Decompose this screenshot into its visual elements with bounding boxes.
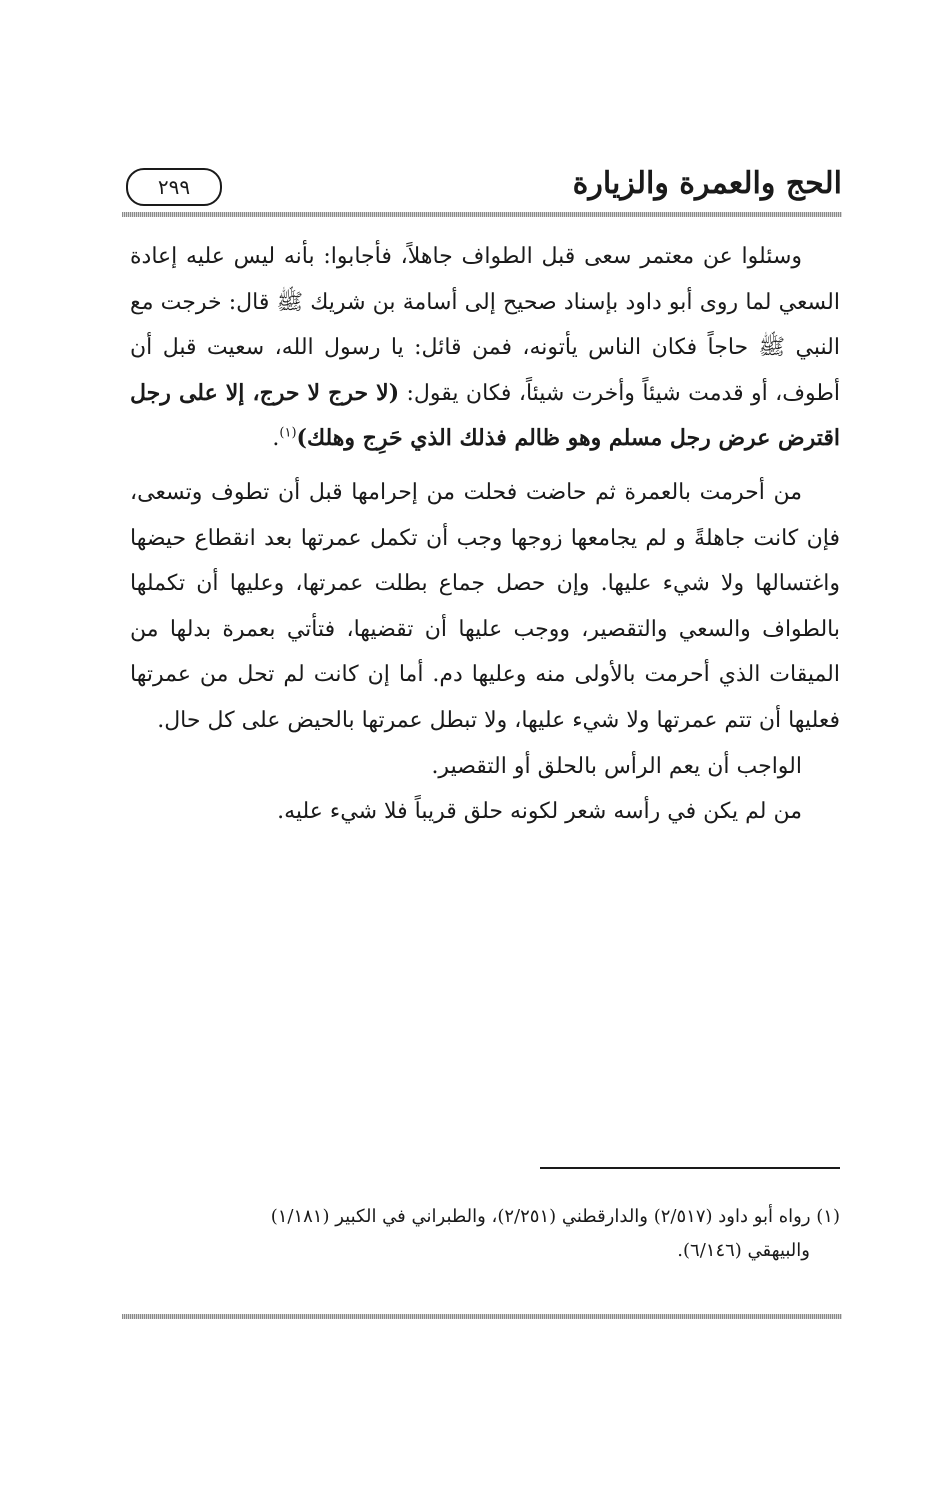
- paragraph-text: وسئلوا عن معتمر سعى قبل الطواف جاهلاً، فأجابوا: بأنه ليس عليه إعادة السعي لما روى أبو داود بإسناد صحيح إلى أسامة بن شريك ﷺ قال: خرجت مع النبي ﷺ حاجاً فكان الناس يأتونه، فمن قائل: يا رسول الله، سعيت قبل أن أطوف، أو قدمت شيئاً وأخرت شيئاً، فكان يقول:: [130, 244, 840, 406]
- footnote-1-line-2: والبيهقي (٦/١٤٦).: [677, 1240, 810, 1261]
- main-text: [130, 234, 840, 835]
- footnote-reference: (١): [279, 426, 297, 442]
- page-number: ٢٩٩: [126, 168, 222, 206]
- paragraph-no-hair: من لم يكن في رأسه شعر لكونه حلق قريباً فلا شيء عليه.: [277, 799, 802, 825]
- paragraph-end: .: [272, 426, 280, 452]
- page-header: [122, 162, 842, 210]
- header-divider: [122, 212, 842, 217]
- footer-divider: [122, 1314, 842, 1319]
- paragraph-hadith: [130, 234, 840, 462]
- footnotes: [130, 1200, 840, 1268]
- paragraph-menstruation: من أحرمت بالعمرة ثم حاضت فحلت من إحرامها قبل أن تطوف وتسعى، فإن كانت جاهلةً و لم يجامعها زوجها وجب أن تكمل عمرتها بعد انقطاع حيضها واغتسالها ولا شيء عليها. وإن حصل جماع بطلت عمرتها، وعليها أن تكملها بالطواف والسعي والتقصير، ووجب عليها أن تقضيها، فتأتي بعمرة بدلها من الميقات الذي أحرمت بالأولى منه وعليها دم. أما إن كانت لم تحل من عمرتها فعليها أن تتم عمرتها ولا شيء عليها، ولا تبطل عمرتها بالحيض على كل حال.: [130, 479, 840, 733]
- footnote-1-line-1: (١) رواه أبو داود (٢/٥١٧) والدارقطني (٢/٢٥١)، والطبراني في الكبير (١/١٨١): [270, 1206, 840, 1227]
- footnote-divider: [540, 1167, 840, 1169]
- paragraph-shaving: الواجب أن يعم الرأس بالحلق أو التقصير.: [431, 753, 802, 779]
- running-title: الحج والعمرة والزيارة: [572, 166, 842, 201]
- hadith-quote: (لا حرج لا حرج، إلا على رجل اقترض عرض رجل مسلم وهو ظالم فذلك الذي حَرِج وهلك): [130, 379, 840, 452]
